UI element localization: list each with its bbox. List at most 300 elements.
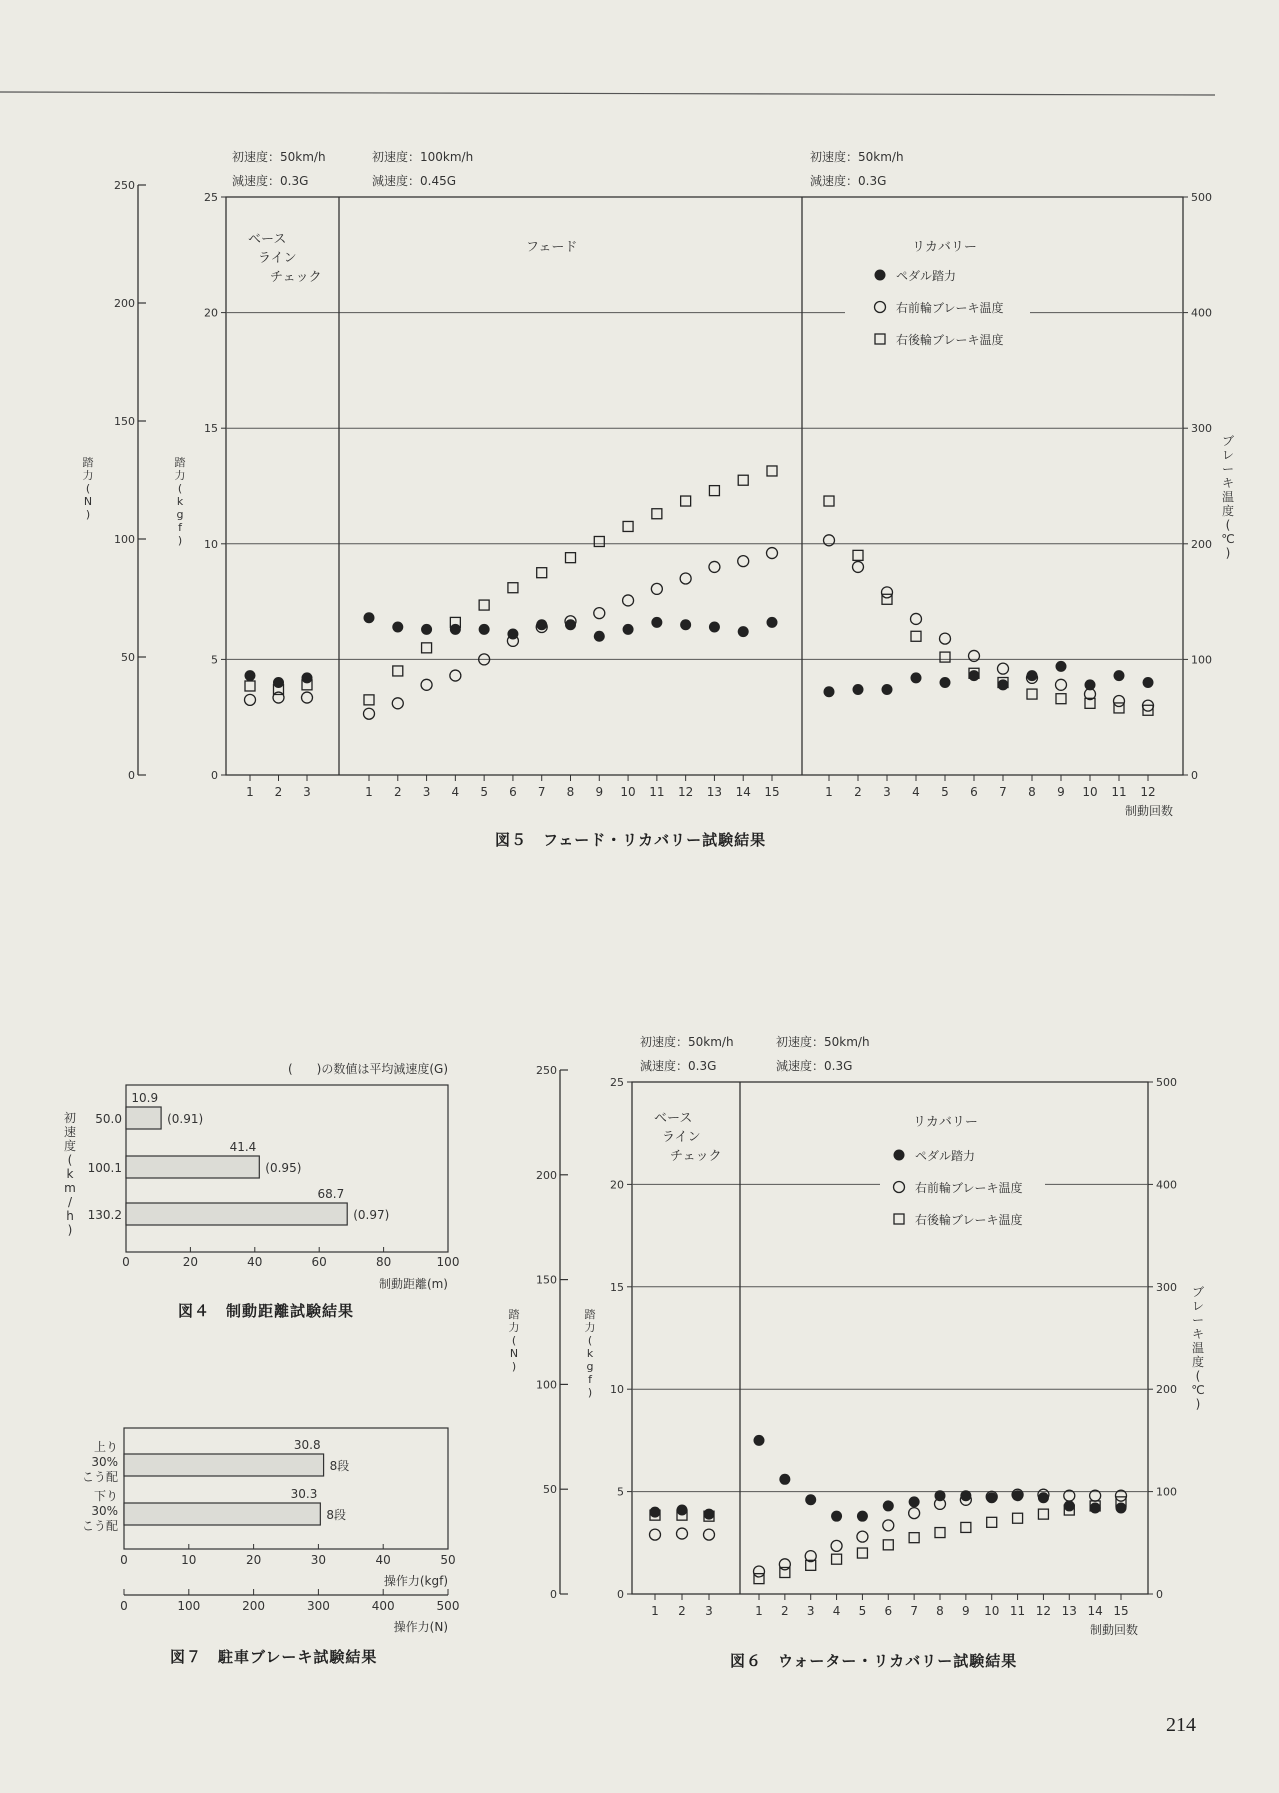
fig6-legend-marker [894, 1150, 905, 1161]
fig7-n-tick-label: 0 [120, 1599, 128, 1613]
fig5-data-point [998, 679, 1009, 690]
fig6-data-point [754, 1566, 765, 1577]
fig6-temp-axis-label-char: ブ [1191, 1285, 1205, 1299]
fig6-data-point [650, 1507, 661, 1518]
fig6-data-point [909, 1496, 920, 1507]
fig7-annotation: 8段 [329, 1459, 350, 1473]
fig5-legend-label: 右前輪ブレーキ温度 [896, 301, 1004, 315]
fig6-data-point [909, 1533, 919, 1543]
fig5-kgf-tick-label: 0 [211, 769, 218, 782]
fig6-x-tick-label: 7 [910, 1604, 918, 1618]
fig4-y-axis-label-char: 速 [63, 1125, 77, 1139]
fig6-data-point [805, 1494, 816, 1505]
fig5-x-tick-label: 11 [1111, 785, 1127, 799]
fig6-n-tick-label: 100 [536, 1378, 557, 1392]
fig6-data-point [831, 1511, 842, 1522]
fig5-data-point [479, 600, 489, 610]
fig5-data-point [709, 622, 720, 633]
fig7-category-label: こう配 [81, 1519, 118, 1533]
fig4-y-axis-label-char: h [66, 1209, 74, 1223]
fig5-temp-axis-label-char: レ [1221, 448, 1235, 462]
fig7-category-label: 上り [93, 1440, 118, 1454]
fig5-x-tick-label: 1 [246, 785, 254, 799]
fig6-kgf-axis-label-char: ( [587, 1334, 593, 1347]
fig6-n-axis-label-char: ) [511, 1360, 517, 1373]
fig7-n-tick-label: 400 [371, 1599, 395, 1613]
fig5-x-tick-label: 1 [825, 785, 833, 799]
fig6-data-point [883, 1520, 894, 1531]
fig5-n-tick-label: 50 [121, 651, 135, 664]
fig5-data-point [245, 670, 256, 681]
fig5-x-tick-label: 2 [274, 785, 283, 799]
fig5-data-point [1027, 670, 1038, 681]
fig5-temp-axis-label-char: ( [1225, 518, 1231, 532]
fig6-x-axis-label: 制動回数 [1089, 1623, 1138, 1637]
fig6-caption: 図６ ウォーター・リカバリー試験結果 [730, 1652, 1018, 1670]
fig5-data-point [450, 624, 461, 635]
fig4-bar [126, 1107, 161, 1129]
fig5-kgf-axis-label-char: k [176, 495, 184, 508]
fig5-condition-speed: 初速度：100km/h [372, 150, 474, 164]
fig6-data-point [831, 1540, 842, 1551]
fig5-temp-axis-label-char: ℃ [1221, 532, 1235, 546]
fig6-temp-axis-label-char: 温 [1191, 1341, 1205, 1355]
fig7-category-label: こう配 [81, 1470, 118, 1484]
fig7-n-tick-label: 200 [242, 1599, 266, 1613]
fig5-condition-speed: 初速度：50km/h [232, 150, 326, 164]
fig6-temp-axis-label-char: ( [1195, 1369, 1201, 1383]
fig4-y-axis-label-char: 度 [63, 1139, 77, 1153]
fig6-n-tick-label: 250 [536, 1064, 557, 1077]
fig5-kgf-axis-label-char: ) [177, 534, 183, 547]
fig5-n-tick-label: 0 [128, 769, 135, 782]
fig6-x-tick-label: 15 [1113, 1604, 1129, 1618]
fig5-data-point [853, 684, 864, 695]
fig5-x-tick-label: 15 [764, 785, 780, 799]
fig5-kgf-axis-label-char: f [178, 521, 182, 534]
fig6-n-axis-label-char: ( [511, 1334, 517, 1347]
fig6-condition-speed: 初速度：50km/h [640, 1035, 734, 1049]
fig5-data-point [882, 587, 893, 598]
fig5-plot-frame [226, 197, 1183, 775]
fig5-n-tick-label: 200 [114, 297, 135, 310]
fig4-value-label: 68.7 [317, 1187, 345, 1201]
fig5-x-tick-label: 3 [303, 785, 311, 799]
fig5-data-point [1056, 694, 1066, 704]
fig4-bar [126, 1156, 259, 1178]
fig5-data-point [450, 670, 461, 681]
fig6-x-tick-label: 1 [651, 1604, 659, 1618]
fig7-n-tick-label: 300 [306, 1599, 330, 1613]
fig7-bar [124, 1503, 320, 1525]
fig6-temp-tick-label: 0 [1156, 1588, 1163, 1601]
fig6-phase-label: リカバリー [913, 1115, 978, 1130]
fig6-x-tick-label: 2 [781, 1604, 789, 1618]
fig6-phase-label: ライン [662, 1130, 701, 1145]
fig5-legend-marker [875, 302, 886, 313]
fig5-x-tick-label: 8 [566, 785, 575, 799]
fig5-data-point [652, 509, 662, 519]
header-rule [0, 92, 1215, 95]
fig6-legend-marker [894, 1214, 904, 1224]
fig4-x-tick-label: 100 [436, 1255, 460, 1269]
fig5-data-point [421, 624, 432, 635]
fig6-legend-label: ペダル踏力 [915, 1149, 976, 1163]
fig5-temp-axis-label-char: ) [1225, 546, 1231, 560]
fig6-temp-axis-label-char: 度 [1191, 1355, 1205, 1369]
fig6-kgf-axis-label-char: ) [587, 1386, 593, 1399]
fig5-data-point [680, 573, 691, 584]
fig5-n-axis-label-char: ( [85, 482, 91, 495]
fig6-kgf-axis-label-char: f [588, 1373, 592, 1386]
fig5-data-point [392, 622, 403, 633]
fig4-bar [126, 1203, 347, 1225]
fig6-data-point [832, 1554, 842, 1564]
fig5-n-axis-label-char: ) [85, 508, 91, 521]
fig6-kgf-tick-label: 25 [610, 1076, 624, 1089]
fig5-data-point [824, 496, 834, 506]
fig5-data-point [882, 684, 893, 695]
fig7-x-axis-label: 操作力(kgf) [383, 1574, 448, 1588]
fig5-phase-label: フェード [526, 240, 578, 255]
fig5-x-tick-label: 1 [365, 785, 373, 799]
fig6-data-point [1116, 1502, 1127, 1513]
fig7-value-label: 30.8 [293, 1438, 321, 1452]
fig7-annotation: 8段 [326, 1508, 346, 1522]
fig5-data-point [911, 631, 921, 641]
fig6-temp-axis-label-char: ) [1195, 1397, 1201, 1411]
fig5-data-point [392, 698, 403, 709]
fig5-x-tick-label: 13 [706, 785, 723, 799]
fig5-caption: 図５ フェード・リカバリー試験結果 [495, 831, 767, 849]
fig5-data-point [1114, 696, 1125, 707]
fig5-data-point [998, 663, 1009, 674]
fig6-data-point [987, 1517, 997, 1527]
fig6-data-point [935, 1528, 945, 1538]
fig6-temp-tick-label: 100 [1156, 1485, 1177, 1499]
fig4-x-tick-label: 0 [122, 1255, 130, 1269]
fig6-x-tick-label: 10 [984, 1604, 1000, 1618]
fig5-data-point [594, 608, 605, 619]
fig5-kgf-tick-label: 25 [204, 191, 218, 204]
fig5-temp-axis-label-char: 度 [1221, 504, 1235, 518]
fig6-kgf-axis-label-char: 踏 [584, 1308, 596, 1321]
fig5-data-point [738, 475, 748, 485]
fig4-note: ( )の数値は平均減速度(G) [287, 1062, 448, 1076]
fig6-data-point [1013, 1513, 1023, 1523]
fig6-x-tick-label: 9 [962, 1604, 970, 1618]
fig6-x-tick-label: 4 [832, 1604, 841, 1618]
fig6-temp-axis-label-char: レ [1191, 1299, 1205, 1313]
fig7-x-tick-label: 20 [245, 1553, 262, 1567]
fig5-data-point [940, 652, 950, 662]
fig5-x-tick-label: 14 [735, 785, 751, 799]
fig7-category-label: 下り [93, 1489, 118, 1503]
fig5-x-tick-label: 10 [620, 785, 636, 799]
fig4-annotation: (0.95) [265, 1161, 302, 1175]
fig5-data-point [536, 619, 547, 630]
fig4-value-label: 41.4 [229, 1140, 257, 1154]
fig5-phase-label: ライン [258, 251, 297, 266]
fig7-x-tick-label: 30 [310, 1553, 327, 1567]
fig6-temp-axis-label-char: ー [1191, 1313, 1205, 1327]
fig6-data-point [650, 1529, 661, 1540]
fig5-x-tick-label: 6 [970, 785, 978, 799]
fig5-n-tick-label: 250 [114, 179, 135, 192]
fig7-caption: 図７ 駐車ブレーキ試験結果 [170, 1648, 378, 1666]
fig5-temp-axis-label-char: ブ [1221, 434, 1235, 448]
fig5-data-point [767, 548, 778, 559]
fig5-data-point [1027, 689, 1037, 699]
fig6-data-point [961, 1522, 971, 1532]
fig6-phase-label: ベース [654, 1111, 693, 1126]
fig5-n-tick-label: 150 [114, 415, 135, 428]
fig6-x-tick-label: 5 [858, 1604, 867, 1618]
fig7-category-label: 30% [91, 1504, 118, 1518]
fig6-n-tick-label: 200 [536, 1168, 557, 1182]
fig5-data-point [651, 583, 662, 594]
fig6-data-point [754, 1435, 765, 1446]
fig5-data-point [302, 692, 313, 703]
fig5-data-point [245, 681, 255, 691]
fig7-category-label: 30% [91, 1455, 118, 1469]
fig7-n-tick-label: 100 [177, 1599, 201, 1613]
fig6-x-tick-label: 1 [755, 1604, 763, 1618]
fig5-n-tick-label: 100 [114, 533, 135, 546]
fig7-x-tick-label: 40 [375, 1553, 391, 1567]
fig6-x-tick-label: 6 [884, 1604, 893, 1618]
fig4-x-axis-label: 制動距離(m) [378, 1277, 448, 1291]
fig6-temp-axis-label-char: ℃ [1191, 1383, 1205, 1397]
fig5-data-point [911, 672, 922, 683]
fig5-data-point [364, 695, 374, 705]
fig5-data-point [566, 553, 576, 563]
fig6-condition-decel: 減速度：0.3G [640, 1059, 717, 1073]
fig6-x-tick-label: 2 [678, 1604, 686, 1618]
fig5-temp-tick-label: 400 [1191, 306, 1212, 320]
fig5-data-point [393, 666, 403, 676]
fig5-phase-label: チェック [270, 270, 322, 285]
fig5-x-tick-label: 4 [451, 785, 460, 799]
fig6-legend-marker [894, 1182, 905, 1193]
fig5-legend-label: ペダル踏力 [896, 269, 957, 283]
fig6-kgf-axis-label-char: 力 [584, 1321, 596, 1334]
fig5-temp-tick-label: 200 [1191, 537, 1212, 551]
fig6-data-point [1038, 1509, 1048, 1519]
fig5-temp-axis-label-char: 温 [1221, 490, 1235, 504]
fig4-y-axis-label-char: 初 [63, 1111, 77, 1125]
fig6-data-point [883, 1540, 893, 1550]
fig5-data-point [273, 692, 284, 703]
fig6-kgf-tick-label: 15 [610, 1280, 624, 1294]
fig5-data-point [1056, 679, 1067, 690]
fig6-data-point [677, 1528, 688, 1539]
fig6-temp-tick-label: 200 [1156, 1383, 1177, 1397]
fig5-data-point [940, 633, 951, 644]
fig5-temp-tick-label: 300 [1191, 422, 1212, 436]
fig5-legend-marker [875, 334, 885, 344]
fig5-data-point [709, 561, 720, 572]
fig5-data-point [853, 561, 864, 572]
fig4-y-axis-label-char: k [66, 1167, 74, 1181]
fig5-temp-tick-label: 0 [1191, 769, 1198, 782]
fig5-x-tick-label: 4 [912, 785, 920, 799]
fig4-caption: 図４ 制動距離試験結果 [178, 1302, 355, 1320]
fig5-x-tick-label: 8 [1028, 785, 1036, 799]
fig7-x-tick-label: 50 [440, 1553, 456, 1567]
fig6-n-tick-label: 150 [536, 1273, 557, 1287]
fig5-data-point [623, 521, 633, 531]
fig6-data-point [857, 1531, 868, 1542]
fig6-x-tick-label: 13 [1061, 1604, 1077, 1618]
fig5-x-tick-label: 6 [509, 785, 517, 799]
fig5-data-point [364, 708, 375, 719]
fig4-x-tick-label: 20 [182, 1255, 199, 1269]
fig6-temp-tick-label: 400 [1156, 1178, 1177, 1192]
fig6-kgf-axis-label-char: k [586, 1347, 594, 1360]
fig6-data-point [1064, 1500, 1075, 1511]
fig5-data-point [709, 486, 719, 496]
fig5-data-point [911, 613, 922, 624]
fig6-data-point [704, 1529, 715, 1540]
fig6-data-point [779, 1474, 790, 1485]
fig5-condition-speed: 初速度：50km/h [810, 150, 904, 164]
fig7-x-tick-label: 10 [181, 1553, 197, 1567]
fig5-data-point [1056, 661, 1067, 672]
fig4-category-label: 50.0 [95, 1112, 122, 1126]
fig5-data-point [681, 496, 691, 506]
fig5-data-point [623, 595, 634, 606]
fig6-kgf-axis-label-char: g [586, 1360, 594, 1373]
fig5-phase-label: リカバリー [912, 240, 977, 255]
fig5-legend-label: 右後輪ブレーキ温度 [896, 333, 1004, 347]
fig5-kgf-tick-label: 15 [204, 422, 218, 436]
fig6-condition-decel: 減速度：0.3G [776, 1059, 853, 1073]
fig4-x-tick-label: 80 [375, 1255, 392, 1269]
fig6-n-axis-label-char: 踏 [508, 1308, 520, 1321]
fig5-x-tick-label: 3 [422, 785, 431, 799]
fig5-x-axis-label: 制動回数 [1124, 804, 1173, 818]
fig5-x-tick-label: 5 [480, 785, 488, 799]
fig5-kgf-axis-label-char: 力 [174, 469, 186, 482]
fig6-data-point [1090, 1502, 1101, 1513]
fig5-data-point [738, 626, 749, 637]
fig5-data-point [421, 679, 432, 690]
fig6-condition-speed: 初速度：50km/h [776, 1035, 870, 1049]
fig5-kgf-tick-label: 5 [211, 653, 218, 667]
fig5-condition-decel: 減速度：0.45G [372, 174, 457, 188]
fig6-x-tick-label: 3 [705, 1604, 713, 1618]
fig5-x-tick-label: 7 [537, 785, 546, 799]
fig5-data-point [853, 550, 863, 560]
fig5-data-point [651, 617, 662, 628]
fig5-n-axis-label-char: N [83, 495, 93, 508]
fig6-x-tick-label: 11 [1009, 1604, 1026, 1618]
fig5-data-point [479, 624, 490, 635]
page-number: 214 [1166, 1714, 1196, 1736]
fig5-data-point [364, 612, 375, 623]
fig5-x-tick-label: 12 [1140, 785, 1156, 799]
fig5-x-tick-label: 12 [678, 785, 694, 799]
fig5-x-tick-label: 9 [1057, 785, 1065, 799]
fig7-n-tick-label: 500 [436, 1599, 460, 1613]
fig6-kgf-tick-label: 20 [610, 1178, 624, 1192]
fig6-x-tick-label: 14 [1087, 1604, 1103, 1618]
fig5-data-point [273, 677, 284, 688]
fig7-bar [124, 1454, 324, 1476]
fig5-kgf-axis-label-char: ( [177, 482, 183, 495]
fig5-x-tick-label: 11 [649, 785, 665, 799]
fig5-data-point [302, 672, 313, 683]
fig6-data-point [909, 1508, 920, 1519]
fig5-kgf-tick-label: 20 [204, 306, 218, 320]
fig5-data-point [738, 556, 749, 567]
fig6-n-axis-label-char: 力 [508, 1321, 520, 1334]
fig6-x-tick-label: 3 [806, 1604, 815, 1618]
fig5-x-tick-label: 2 [393, 785, 402, 799]
fig6-temp-tick-label: 300 [1156, 1280, 1177, 1294]
fig4-y-axis-label-char: ) [67, 1223, 73, 1237]
fig6-legend-label: 右前輪ブレーキ温度 [915, 1181, 1023, 1195]
fig4-category-label: 100.1 [87, 1161, 122, 1175]
fig7-value-label: 30.3 [290, 1487, 318, 1501]
fig5-data-point [1143, 677, 1154, 688]
fig5-data-point [767, 617, 778, 628]
fig6-phase-label: チェック [670, 1149, 722, 1164]
fig6-x-tick-label: 8 [936, 1604, 944, 1618]
fig6-temp-axis-label-char: キ [1191, 1327, 1205, 1341]
fig7-x-tick-label: 0 [120, 1553, 128, 1567]
fig6-kgf-tick-label: 0 [617, 1588, 624, 1601]
fig5-n-axis-label-char: 踏 [82, 456, 94, 469]
fig6-n-tick-label: 50 [543, 1483, 557, 1497]
fig7-n-axis-label: 操作力(N) [393, 1620, 448, 1634]
fig6-data-point [883, 1500, 894, 1511]
fig6-n-tick-label: 0 [550, 1588, 557, 1601]
fig5-condition-decel: 減速度：0.3G [810, 174, 887, 188]
fig4-y-axis-label-char: ( [67, 1153, 73, 1167]
fig5-temp-tick-label: 100 [1191, 653, 1212, 667]
fig5-data-point [680, 619, 691, 630]
fig5-kgf-axis-label-char: g [176, 508, 184, 521]
fig6-data-point [779, 1559, 790, 1570]
fig6-kgf-tick-label: 10 [610, 1383, 624, 1397]
fig6-x-tick-label: 12 [1035, 1604, 1052, 1618]
fig5-data-point [940, 677, 951, 688]
fig5-data-point [245, 694, 256, 705]
fig5-condition-decel: 減速度：0.3G [232, 174, 309, 188]
fig5-kgf-axis-label-char: 踏 [174, 456, 186, 469]
fig5-data-point [594, 536, 604, 546]
fig5-data-point [824, 686, 835, 697]
fig5-data-point [1114, 670, 1125, 681]
fig5-data-point [508, 583, 518, 593]
fig5-temp-axis-label-char: ー [1221, 462, 1235, 476]
fig5-x-tick-label: 3 [883, 785, 891, 799]
fig4-x-tick-label: 40 [247, 1255, 263, 1269]
fig6-data-point [857, 1511, 868, 1522]
fig6-temp-tick-label: 500 [1156, 1076, 1177, 1089]
fig6-kgf-tick-label: 5 [617, 1485, 624, 1499]
fig5-kgf-tick-label: 10 [204, 537, 218, 551]
fig5-data-point [594, 631, 605, 642]
fig5-x-tick-label: 7 [999, 785, 1007, 799]
fig4-annotation: (0.97) [353, 1208, 390, 1222]
fig6-data-point [857, 1548, 867, 1558]
fig5-phase-label: ベース [248, 232, 287, 247]
fig4-value-label: 10.9 [131, 1091, 159, 1105]
fig7-plot-frame [124, 1428, 448, 1549]
